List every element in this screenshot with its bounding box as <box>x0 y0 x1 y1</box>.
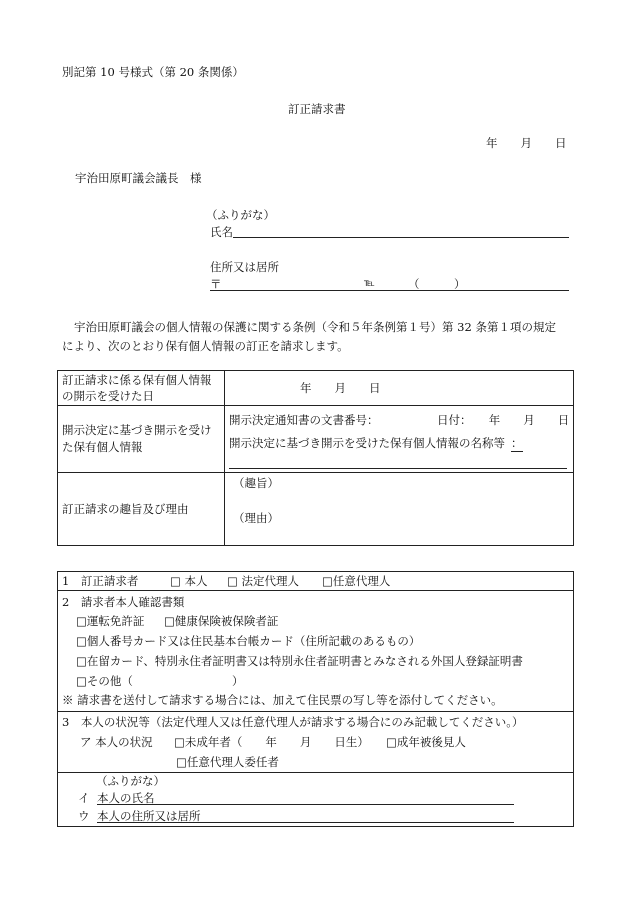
principal-furigana-label: （ふりがな） <box>96 774 165 788</box>
table1-row-divider-2 <box>57 472 574 473</box>
date-field[interactable]: 年 月 日 <box>486 136 567 150</box>
disclosed-info-name-colon: ： <box>511 436 523 450</box>
page-title: 訂正請求書 <box>288 102 346 116</box>
requester-name-field[interactable] <box>233 237 569 238</box>
checkbox-voluntary-principal[interactable]: □任意代理人委任者 <box>176 755 279 769</box>
table2-row-divider-3 <box>57 772 574 773</box>
checkbox-self[interactable]: □ 本人 <box>170 574 208 588</box>
checkbox-drivers-license[interactable]: □運転免許証 <box>76 614 145 628</box>
principal-address-field[interactable] <box>97 822 514 823</box>
section3-label: 3 本人の状況等（法定代理人又は任意代理人が請求する場合にのみ記載してください。） <box>62 715 524 729</box>
section1-label: 1 訂正請求者 <box>62 574 139 588</box>
mail-note: ※ 請求書を送付して請求する場合には、加えて住民票の写し等を添付してください。 <box>62 693 503 707</box>
requester-furigana-label: （ふりがな） <box>206 208 275 222</box>
principal-address-label: 本人の住所又は居所 <box>97 809 201 823</box>
body-text-line2: により、次のとおり保有個人情報の訂正を請求します。 <box>62 339 349 353</box>
purpose-reason-label: 訂正請求の趣旨及び理由 <box>62 502 189 516</box>
checkbox-legal-agent[interactable]: □ 法定代理人 <box>227 574 300 588</box>
disclosed-info-name-field[interactable] <box>229 468 567 469</box>
disclosure-date-label-b: の開示を受けた日 <box>62 389 154 403</box>
section2-label: 2 請求者本人確認書類 <box>62 595 185 609</box>
postal-mark: 〒 <box>210 277 222 291</box>
table2-row-divider-2 <box>57 711 574 712</box>
principal-name-field[interactable] <box>97 804 514 805</box>
disclosure-date-field[interactable]: 年 月 日 <box>300 381 381 395</box>
disclosed-info-label-a: 開示決定に基づき開示を受け <box>62 423 212 437</box>
requester-name-label: 氏名 <box>210 225 233 239</box>
other-close-paren: ） <box>232 674 244 688</box>
checkbox-voluntary-agent[interactable]: □任意代理人 <box>322 574 391 588</box>
checkbox-adult-ward[interactable]: □成年被後見人 <box>386 735 466 749</box>
principal-address-mark: ウ <box>78 809 90 823</box>
principal-name-label: 本人の氏名 <box>97 791 155 805</box>
purpose-field[interactable]: （趣旨） <box>233 476 279 490</box>
body-text-line1: 宇治田原町議会の個人情報の保護に関する条例（令和５年条例第１号）第 32 条第１項の規定 <box>74 320 556 334</box>
form-number: 別記第 10 号様式（第 20 条関係） <box>62 65 244 79</box>
checkbox-other[interactable]: □その他（ <box>76 674 133 688</box>
disclosed-info-name-label: 開示決定に基づき開示を受けた保有個人情報の名称等 <box>229 436 505 450</box>
principal-status-label: ア 本人の状況 <box>80 735 153 749</box>
disclosure-date-label-a: 訂正請求に係る保有個人情報 <box>62 373 212 387</box>
checkbox-health-insurance[interactable]: □健康保険被保険者証 <box>164 614 279 628</box>
principal-name-mark: イ <box>78 791 90 805</box>
requester-address-field[interactable] <box>210 290 569 291</box>
checkbox-minor[interactable]: □未成年者（ 年 月 日生） <box>174 735 369 749</box>
reason-field[interactable]: （理由） <box>233 511 279 525</box>
notice-doc-number-label[interactable]: 開示決定通知書の文書番号： <box>229 413 379 427</box>
addressee: 宇治田原町議会議長 様 <box>75 171 202 185</box>
table2-row-divider-1 <box>57 590 574 591</box>
table1-row-divider-1 <box>57 405 574 406</box>
disclosed-info-name-field-short[interactable] <box>511 451 523 452</box>
tel-paren-open: （ <box>408 277 420 291</box>
checkbox-my-number-card[interactable]: □個人番号カード又は住民基本台帳カード（住所記載のあるもの） <box>76 634 421 648</box>
table1-col-divider <box>224 370 225 546</box>
requester-address-label: 住所又は居所 <box>210 260 279 274</box>
disclosed-info-label-b: た保有個人情報 <box>62 440 143 454</box>
checkbox-residence-card[interactable]: □在留カード、特別永住者証明書又は特別永住者証明書とみなされる外国人登録証明書 <box>76 654 523 668</box>
tel-icon: ℡ <box>364 278 375 289</box>
notice-date-label[interactable]: 日付： 年 月 日 <box>437 413 570 427</box>
tel-paren-close: ） <box>454 277 466 291</box>
